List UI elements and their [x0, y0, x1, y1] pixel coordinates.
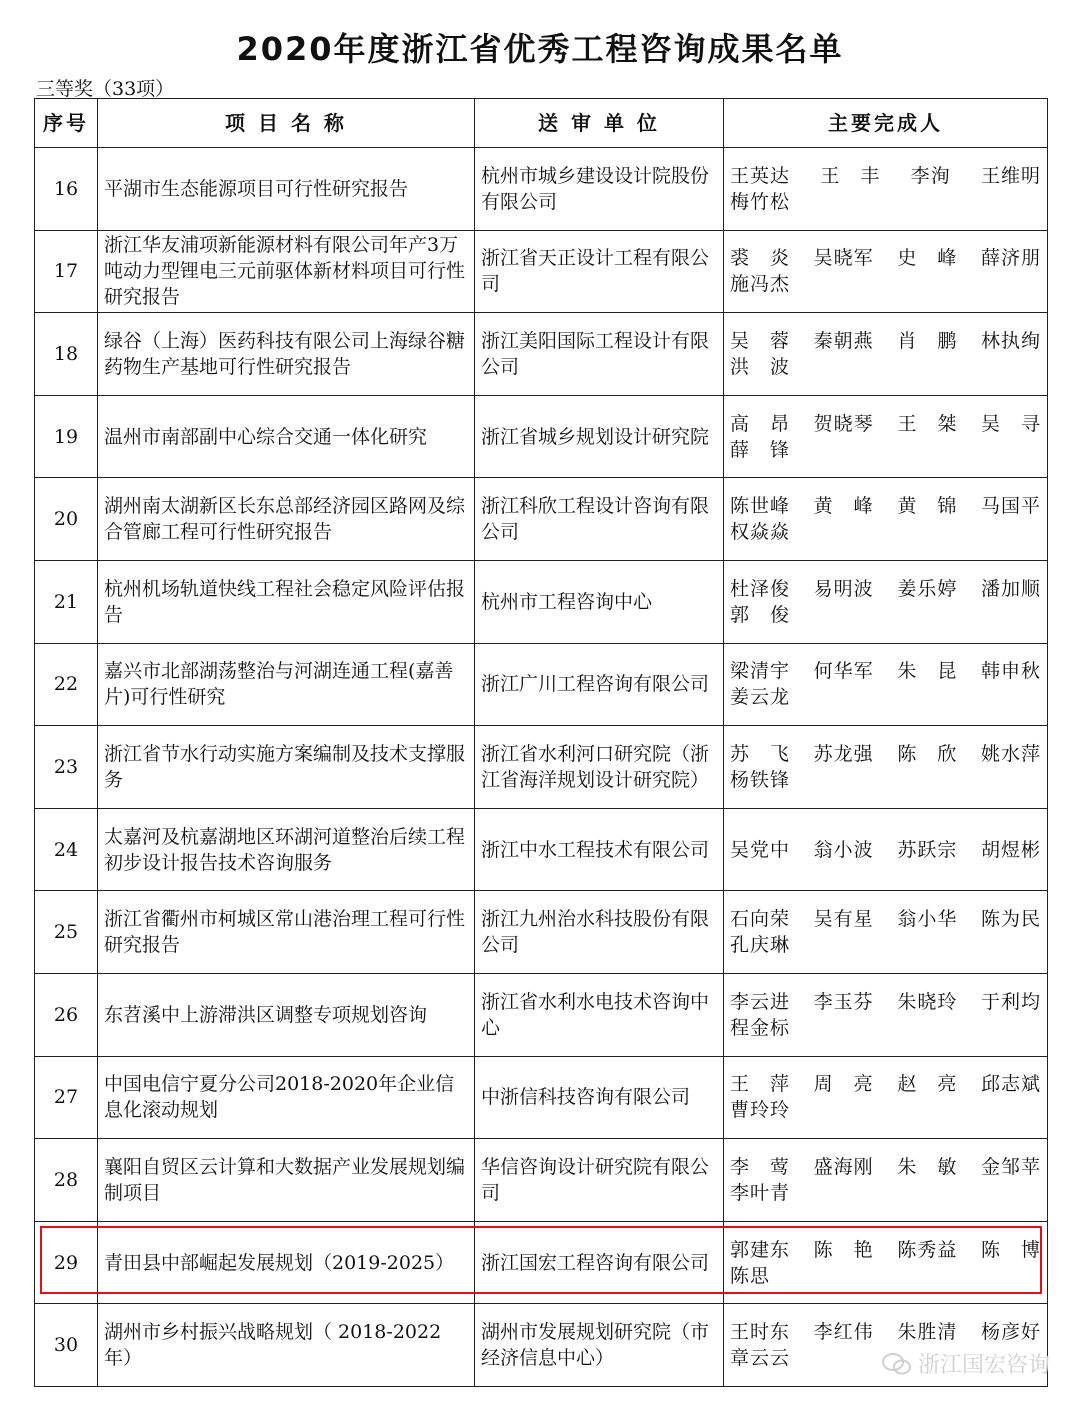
wechat-icon [882, 1352, 912, 1376]
table-row [35, 973, 1048, 1056]
contributor-name: 陈思 [730, 1264, 771, 1287]
row-number: 19 [35, 395, 98, 478]
main-contributors [724, 1056, 1048, 1139]
contributor-name: 胡煜彬 [980, 838, 1041, 861]
contributors-line [730, 245, 1041, 271]
submitting-unit: 杭州市工程咨询中心 [475, 560, 724, 643]
row-number: 21 [35, 560, 98, 643]
contributor-name: 李洵 [910, 164, 951, 187]
contributors-line [730, 437, 1041, 463]
contributor-name: 姜云龙 [730, 686, 791, 709]
row-number: 17 [35, 230, 98, 313]
project-name: 绿谷（上海）医药科技有限公司上海绿谷糖药物生产基地可行性研究报告 [98, 313, 475, 396]
project-name: 浙江华友浦项新能源材料有限公司年产3万吨动力型锂电三元前驱体新材料项目可行性研究报告 [98, 230, 475, 313]
contributor-name: 洪 波 [730, 355, 791, 378]
contributor-name: 苏跃宗 [897, 838, 958, 861]
main-contributors [724, 560, 1048, 643]
contributor-name: 裘 炎 [730, 247, 791, 270]
contributor-name: 石向荣 [730, 908, 791, 931]
contributor-name: 吴有星 [813, 908, 874, 931]
contributor-name: 陈 博 [980, 1238, 1041, 1261]
contributor-name: 杨铁锋 [730, 768, 791, 791]
contributor-name: 黄 峰 [813, 495, 874, 518]
contributor-name: 吴 蓉 [730, 329, 791, 352]
submitting-unit: 浙江省水利水电技术咨询中心 [475, 973, 724, 1056]
table-row [35, 1221, 1048, 1304]
project-name: 湖州市乡村振兴战略规划（ 2018-2022年） [98, 1304, 475, 1387]
contributors-line [730, 163, 1041, 189]
contributors-line [730, 658, 1041, 684]
contributor-name: 曹玲玲 [730, 1099, 791, 1122]
contributors-line [730, 684, 1041, 710]
table-header-row [35, 99, 1048, 148]
header-unit: 送 审 单 位 [475, 99, 724, 148]
row-number: 18 [35, 313, 98, 396]
project-name: 襄阳自贸区云计算和大数据产业发展规划编制项目 [98, 1139, 475, 1222]
watermark [882, 1348, 1050, 1379]
project-name: 浙江省衢州市柯城区常山港治理工程可行性研究报告 [98, 891, 475, 974]
contributor-name: 陈为民 [980, 908, 1041, 931]
contributor-name: 翁小波 [813, 838, 874, 861]
contributors-line [730, 1319, 1041, 1345]
contributor-name: 朱晓玲 [897, 990, 958, 1013]
contributor-name: 潘加顺 [980, 577, 1041, 600]
contributor-name: 陈秀益 [897, 1238, 958, 1261]
contributor-name: 杨彦好 [980, 1321, 1041, 1344]
row-number: 28 [35, 1139, 98, 1222]
contributors-line [730, 932, 1041, 958]
contributor-name: 李云进 [730, 990, 791, 1013]
header-project: 项 目 名 称 [98, 99, 475, 148]
row-number: 22 [35, 643, 98, 726]
table-row [35, 395, 1048, 478]
table-row [35, 891, 1048, 974]
contributors-line [730, 906, 1041, 932]
row-number: 23 [35, 726, 98, 809]
table-row [35, 1056, 1048, 1139]
contributor-name: 施冯杰 [730, 273, 791, 296]
contributor-name: 于利均 [980, 990, 1041, 1013]
row-number: 20 [35, 478, 98, 561]
main-contributors [724, 148, 1048, 231]
contributors-line [730, 1180, 1041, 1206]
submitting-unit: 浙江省水利河口研究院（浙江省海洋规划设计研究院） [475, 726, 724, 809]
contributors-line [730, 328, 1041, 354]
table-row [35, 643, 1048, 726]
main-contributors [724, 808, 1048, 891]
submitting-unit: 湖州市发展规划研究院（市经济信息中心） [475, 1304, 724, 1387]
contributor-name: 金邹苹 [980, 1155, 1041, 1178]
main-contributors [724, 973, 1048, 1056]
contributor-name: 周 亮 [813, 1073, 874, 1096]
row-number: 25 [35, 891, 98, 974]
submitting-unit: 浙江科欣工程设计咨询有限公司 [475, 478, 724, 561]
submitting-unit: 浙江美阳国际工程设计有限公司 [475, 313, 724, 396]
contributor-name: 杜泽俊 [730, 577, 791, 600]
row-number: 30 [35, 1304, 98, 1387]
contributors-line [730, 576, 1041, 602]
row-number: 16 [35, 148, 98, 231]
contributor-name: 朱胜清 [897, 1321, 958, 1344]
contributor-name: 陈 欣 [897, 742, 958, 765]
contributor-name: 王 桀 [897, 412, 958, 435]
contributors-line [730, 1097, 1041, 1123]
contributor-name: 吴 寻 [980, 412, 1041, 435]
submitting-unit: 浙江国宏工程咨询有限公司 [475, 1221, 724, 1304]
contributors-line [730, 493, 1041, 519]
contributor-name: 邱志斌 [980, 1073, 1041, 1096]
project-name: 青田县中部崛起发展规划（2019-2025） [98, 1221, 475, 1304]
award-level-label: 三等奖（33项） [36, 78, 175, 100]
contributor-name: 赵 亮 [897, 1073, 958, 1096]
project-name: 湖州南太湖新区长东总部经济园区路网及综合管廊工程可行性研究报告 [98, 478, 475, 561]
contributor-name: 肖 鹏 [897, 329, 958, 352]
contributors-line [730, 1154, 1041, 1180]
contributors-line [730, 519, 1041, 545]
contributor-name: 盛海刚 [813, 1155, 874, 1178]
contributors-line [730, 767, 1041, 793]
table-row [35, 1139, 1048, 1222]
contributor-name: 何华军 [813, 660, 874, 683]
contributor-name: 林执绚 [980, 329, 1041, 352]
contributors-line [730, 271, 1041, 297]
contributor-name: 程金标 [730, 1016, 791, 1039]
project-name: 中国电信宁夏分公司2018-2020年企业信息化滚动规划 [98, 1056, 475, 1139]
contributors-line [730, 411, 1041, 437]
contributors-line [730, 602, 1041, 628]
contributor-name: 秦朝燕 [813, 329, 874, 352]
contributors-line [730, 741, 1041, 767]
contributor-name: 王 丰 [820, 164, 881, 187]
contributor-name: 李红伟 [813, 1321, 874, 1344]
contributor-name: 王 萍 [730, 1073, 791, 1096]
table-row [35, 230, 1048, 313]
table-row [35, 560, 1048, 643]
project-name: 杭州机场轨道快线工程社会稳定风险评估报告 [98, 560, 475, 643]
main-contributors [724, 478, 1048, 561]
project-name: 太嘉河及杭嘉湖地区环湖河道整治后续工程初步设计报告技术咨询服务 [98, 808, 475, 891]
contributor-name: 姜乐婷 [897, 577, 958, 600]
page-title: 2020年度浙江省优秀工程咨询成果名单 [236, 30, 844, 68]
submitting-unit: 浙江广川工程咨询有限公司 [475, 643, 724, 726]
contributors-line [730, 354, 1041, 380]
table-row [35, 808, 1048, 891]
contributor-name: 李叶青 [730, 1181, 791, 1204]
contributor-name: 高 昂 [730, 412, 791, 435]
project-name: 嘉兴市北部湖荡整治与河湖连通工程(嘉善片)可行性研究 [98, 643, 475, 726]
contributors-line [730, 989, 1041, 1015]
main-contributors [724, 1221, 1048, 1304]
contributors-line [730, 1015, 1041, 1041]
table-row [35, 148, 1048, 231]
contributor-name: 朱 敏 [897, 1155, 958, 1178]
contributor-name: 陈 艳 [813, 1238, 874, 1261]
contributor-name: 黄 锦 [897, 495, 958, 518]
row-number: 24 [35, 808, 98, 891]
main-contributors [724, 1139, 1048, 1222]
contributor-name: 苏 飞 [730, 742, 791, 765]
contributor-name: 章云云 [730, 1347, 791, 1370]
main-contributors [724, 313, 1048, 396]
contributor-name: 吴晓军 [813, 247, 874, 270]
contributor-name: 朱 昆 [897, 660, 958, 683]
project-name: 温州市南部副中心综合交通一体化研究 [98, 395, 475, 478]
row-number: 27 [35, 1056, 98, 1139]
submitting-unit: 中浙信科技咨询有限公司 [475, 1056, 724, 1139]
project-name: 东苕溪中上游滞洪区调整专项规划咨询 [98, 973, 475, 1056]
contributors-line [730, 1263, 1041, 1289]
contributor-name: 王时东 [730, 1321, 791, 1344]
project-name: 平湖市生态能源项目可行性研究报告 [98, 148, 475, 231]
table-row [35, 726, 1048, 809]
main-contributors [724, 395, 1048, 478]
contributor-name: 郭 俊 [730, 603, 791, 626]
contributor-name: 权焱焱 [730, 521, 791, 544]
submitting-unit: 浙江省城乡规划设计研究院 [475, 395, 724, 478]
row-number: 26 [35, 973, 98, 1056]
main-contributors [724, 891, 1048, 974]
contributor-name: 姚水萍 [980, 742, 1041, 765]
main-contributors [724, 726, 1048, 809]
submitting-unit: 浙江省天正设计工程有限公司 [475, 230, 724, 313]
watermark-text: 浙江国宏咨询 [917, 1353, 1050, 1378]
main-contributors [724, 230, 1048, 313]
contributor-name: 吴党中 [730, 838, 791, 861]
contributor-name: 孔庆琳 [730, 934, 791, 957]
contributor-name: 贺晓琴 [813, 412, 874, 435]
contributor-name: 梁清宇 [730, 660, 791, 683]
contributors-line [730, 189, 1041, 215]
submitting-unit: 浙江中水工程技术有限公司 [475, 808, 724, 891]
contributor-name: 翁小华 [897, 908, 958, 931]
main-contributors [724, 643, 1048, 726]
contributors-line [730, 1237, 1041, 1263]
project-name: 浙江省节水行动实施方案编制及技术支撑服务 [98, 726, 475, 809]
table-row [35, 478, 1048, 561]
contributor-name: 薛 锋 [730, 438, 791, 461]
contributor-name: 易明波 [813, 577, 874, 600]
submitting-unit: 杭州市城乡建设设计院股份有限公司 [475, 148, 724, 231]
results-table [34, 98, 1048, 1387]
contributor-name: 韩申秋 [980, 660, 1041, 683]
contributors-line [730, 837, 1041, 863]
contributor-name: 史 峰 [897, 247, 958, 270]
header-people: 主要完成人 [724, 99, 1048, 148]
contributor-name: 王维明 [980, 164, 1041, 187]
header-no: 序号 [35, 99, 98, 148]
submitting-unit: 华信咨询设计研究院有限公司 [475, 1139, 724, 1222]
contributor-name: 王英达 [730, 164, 791, 187]
contributor-name: 薛济朋 [980, 247, 1041, 270]
contributor-name: 苏龙强 [813, 742, 874, 765]
contributor-name: 梅竹松 [730, 190, 791, 213]
contributor-name: 陈世峰 [730, 495, 791, 518]
contributor-name: 马国平 [980, 495, 1041, 518]
contributor-name: 郭建东 [730, 1238, 791, 1261]
contributors-line [730, 1071, 1041, 1097]
contributor-name: 李 莺 [730, 1155, 791, 1178]
contributor-name: 李玉芬 [813, 990, 874, 1013]
table-row [35, 313, 1048, 396]
submitting-unit: 浙江九州治水科技股份有限公司 [475, 891, 724, 974]
row-number: 29 [35, 1221, 98, 1304]
